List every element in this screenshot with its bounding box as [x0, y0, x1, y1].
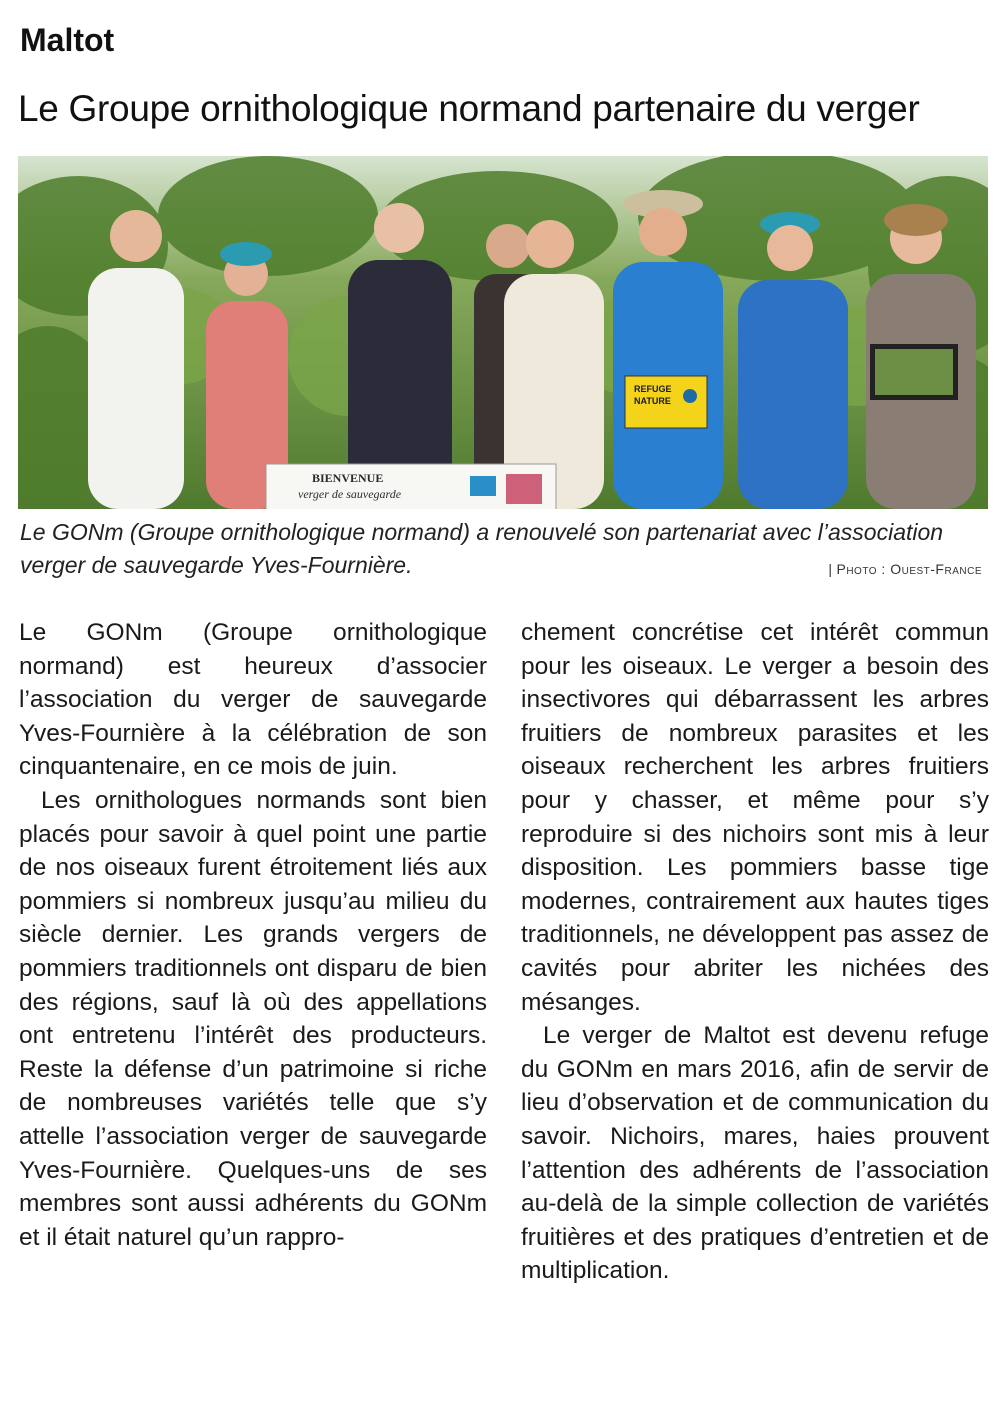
paragraph: Les ornithologues normands sont bien placés pour savoir à quel point une partie de nos oiseaux furent étroitement liés aux pommiers si nombreux jusqu’au milieu du siècle dernier. Les grands vergers de pommiers traditionnels ont disparu de bien des régions, sauf là où des appellations ont entretenu l’intérêt des producteurs. Reste la défense d’un patrimoine si riche de nombreuses variétés telle que s’y attelle l’association verger de sauvegarde Yves-Fournière. Quelques-uns de ses membres sont aussi adhérents du GONm et il était naturel qu’un rappro-	[19, 786, 487, 1251]
svg-text:REFUGE: REFUGE	[634, 384, 672, 394]
paragraph: chement concrétise cet intérêt commun pour les oiseaux. Le verger a besoin des insectivores qui débarrassent les arbres fruitiers de nombreux parasites et les oiseaux recherchent les arbres fruitiers pour y chasser, et même pour s’y reproduire si des nichoirs sont mis à leur disposition. Les pommiers basse tige modernes, contrairement aux hautes tiges traditionnels, ne développent pas assez de cavités pour abriter les nichées des mésanges.	[521, 619, 989, 1016]
credit-separator: |	[828, 561, 833, 577]
group-photo-illustration	[18, 156, 988, 509]
credit-text: Photo : Ouest-France	[836, 561, 982, 577]
article-column-left	[19, 616, 487, 1254]
welcome-sign	[266, 464, 556, 509]
headline: Le Groupe ornithologique normand partenaire du verger	[18, 88, 920, 129]
article-column-right	[521, 616, 989, 1288]
refuge-nature-panel	[625, 376, 707, 428]
photo-caption: Le GONm (Groupe ornithologique normand) a renouvelé son partenariat avec l’association verger de sauvegarde Yves-Fournière.	[20, 519, 944, 578]
kicker-location: Maltot	[20, 22, 115, 58]
svg-text:NATURE: NATURE	[634, 396, 671, 406]
svg-text:verger de sauvegarde: verger de sauvegarde	[298, 487, 402, 501]
article-photo	[18, 156, 988, 509]
svg-text:BIENVENUE: BIENVENUE	[312, 471, 384, 485]
paragraph: Le verger de Maltot est devenu refuge du GONm en mars 2016, afin de servir de lieu d’observation et de communication du savoir. Nichoirs, mares, haies prouvent l’attention des adhérents de l’association au-delà de la simple collection de variétés fruitières et des pratiques d’entretien et de multiplication.	[521, 1022, 989, 1285]
photo-credit	[828, 558, 982, 580]
paragraph: Le GONm (Groupe ornithologique normand) est heureux d’associer l’association du verger de sauvegarde Yves-Fournière à la célébration de son cinquantenaire, en ce mois de juin.	[19, 619, 487, 781]
